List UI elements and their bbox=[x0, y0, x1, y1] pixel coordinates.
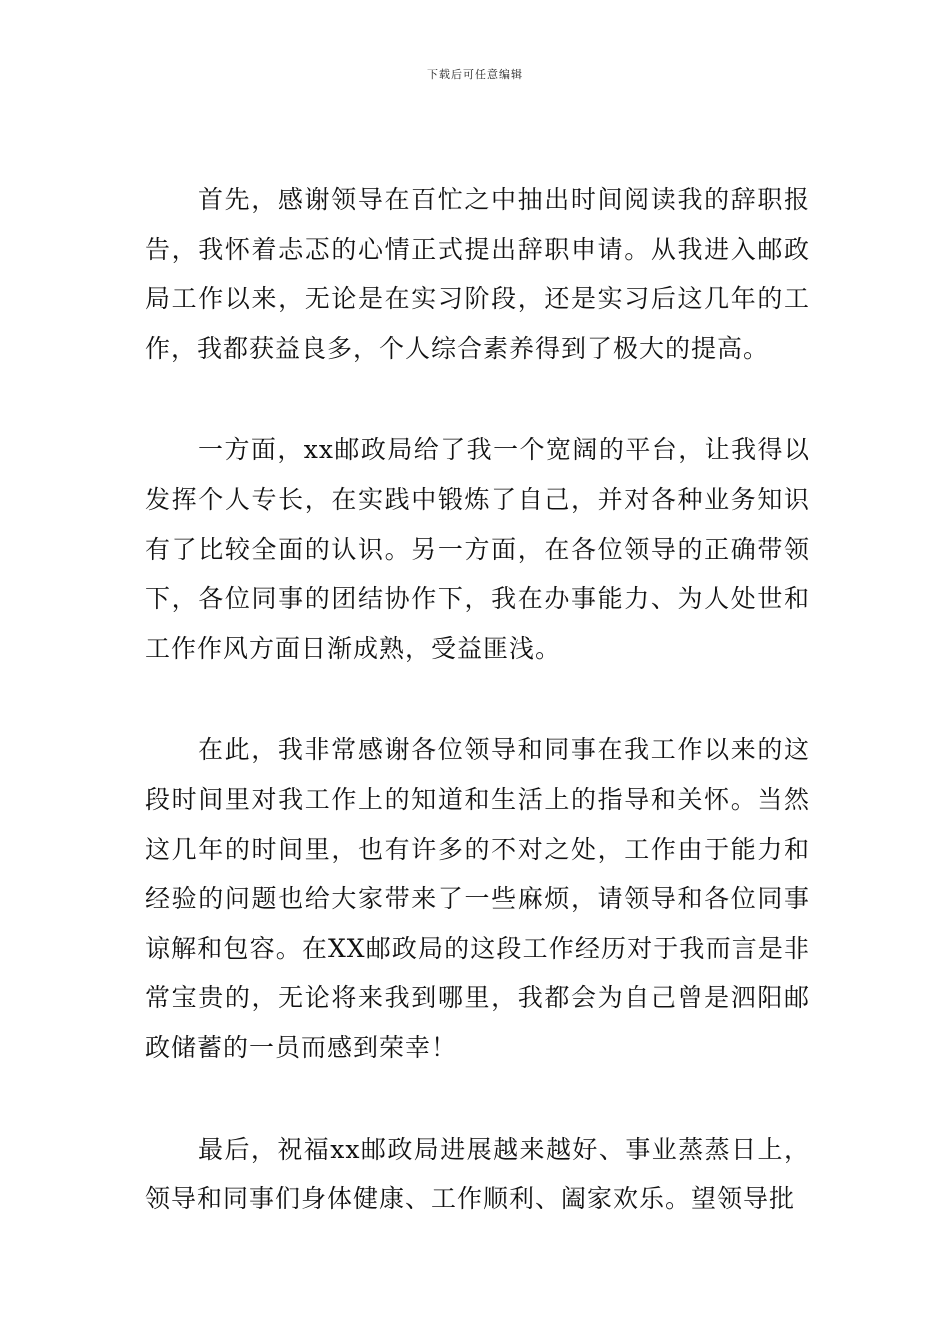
page-header: 下载后可任意编辑 bbox=[427, 68, 523, 81]
paragraph-1: 首先，感谢领导在百忙之中抽出时间阅读我的辞职报告，我怀着忐忑的心情正式提出辞职申请。从我进入邮政局工作以来，无论是在实习阶段，还是实习后这几年的工作，我都获益良多，个人综合素养得到了极大的提高。 bbox=[145, 185, 810, 363]
paragraph-2: 一方面，xx邮政局给了我一个宽阔的平台，让我得以发挥个人专长，在实践中锻炼了自己，并对各种业务知识有了比较全面的认识。另一方面，在各位领导的正确带领下，各位同事的团结协作下，我在办事能力、为人处世和工作作风方面日渐成熟，受益匪浅。 bbox=[145, 435, 810, 663]
document-body bbox=[145, 175, 810, 1224]
paragraph-4: 最后，祝福xx邮政局进展越来越好、事业蒸蒸日上，领导和同事们身体健康、工作顺利、阖家欢乐。望领导批 bbox=[145, 1134, 810, 1214]
paragraph-3: 在此，我非常感谢各位领导和同事在我工作以来的这段时间里对我工作上的知道和生活上的指导和关怀。当然这几年的时间里，也有许多的不对之处，工作由于能力和经验的问题也给大家带来了一些麻烦，请领导和各位同事谅解和包容。在XX邮政局的这段工作经历对于我而言是非常宝贵的，无论将来我到哪里，我都会为自己曾是泗阳邮政储蓄的一员而感到荣幸！ bbox=[145, 735, 810, 1062]
